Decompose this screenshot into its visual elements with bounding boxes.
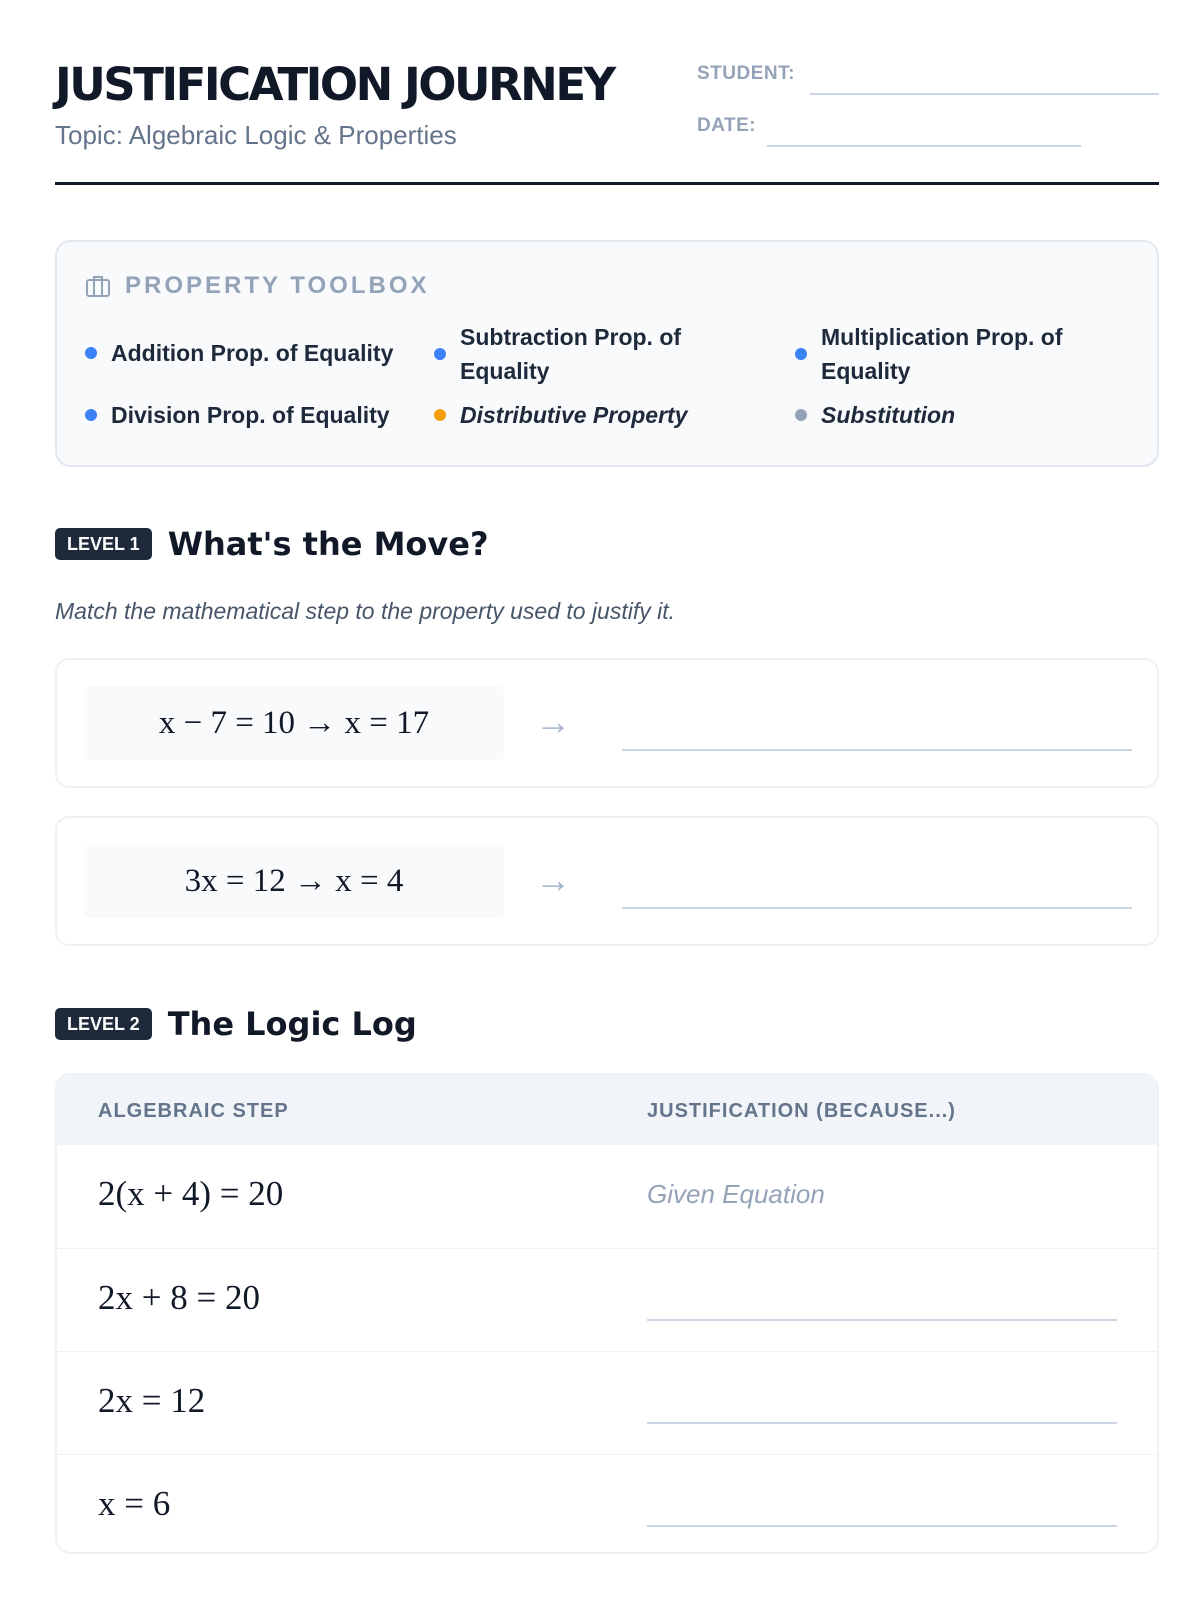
bullet-dot [85, 347, 97, 359]
justification-blank[interactable] [647, 1422, 1117, 1424]
level-badge: LEVEL 1 [55, 528, 152, 560]
property-label: Multiplication Prop. of Equality [821, 324, 1063, 384]
match-item [55, 816, 1159, 946]
worksheet-header [55, 55, 1159, 185]
table-row [57, 1351, 1157, 1454]
property-label: Addition Prop. of Equality [111, 340, 394, 366]
level1-heading [55, 525, 489, 563]
column-header-justification: JUSTIFICATION (BECAUSE...) [647, 1100, 956, 1122]
property-label: Division Prop. of Equality [111, 402, 390, 428]
column-header-step: ALGEBRAIC STEP [98, 1100, 289, 1122]
answer-blank[interactable] [622, 907, 1132, 909]
table-row [57, 1145, 1157, 1248]
step-equation: x − 7 = 10 → x = 17 [84, 686, 504, 760]
property-label: Distributive Property [460, 402, 688, 428]
property-label: Substitution [821, 402, 956, 428]
student-label: STUDENT: [697, 63, 795, 84]
property-toolbox [55, 240, 1159, 467]
algebraic-step: x = 6 [98, 1484, 171, 1523]
justification-text: Given Equation [647, 1179, 825, 1209]
worksheet-topic: Topic: Algebraic Logic & Properties [55, 120, 457, 150]
property-division [85, 398, 415, 432]
property-distributive [434, 398, 754, 432]
toolbox-title: PROPERTY TOOLBOX [125, 272, 430, 299]
step-equation: 3x = 12 → x = 4 [84, 844, 504, 918]
toolbox-icon [85, 274, 111, 298]
date-field[interactable] [767, 145, 1081, 147]
logic-log-table [55, 1073, 1159, 1554]
section-title: The Logic Log [167, 1005, 417, 1043]
worksheet-title: JUSTIFICATION JOURNEY [55, 58, 614, 111]
justification-blank[interactable] [647, 1319, 1117, 1321]
bullet-dot [434, 348, 446, 360]
bullet-dot [434, 409, 446, 421]
level2-heading [55, 1005, 417, 1043]
table-row [57, 1454, 1157, 1554]
arrow-right-icon: → [535, 859, 571, 900]
table-header [57, 1075, 1157, 1145]
bullet-dot [795, 409, 807, 421]
algebraic-step: 2x = 12 [98, 1381, 206, 1420]
algebraic-step: 2(x + 4) = 20 [98, 1174, 284, 1213]
property-label: Subtraction Prop. of Equality [460, 324, 682, 384]
level1-instructions: Match the mathematical step to the property used to justify it. [55, 598, 676, 624]
toolbox-header [85, 272, 430, 300]
answer-blank[interactable] [622, 749, 1132, 751]
property-addition [85, 336, 415, 370]
bullet-dot [795, 348, 807, 360]
table-row [57, 1248, 1157, 1351]
student-name-field[interactable] [810, 93, 1159, 95]
property-substitution [795, 398, 1115, 432]
property-subtraction [434, 320, 724, 388]
arrow-right-icon: → [535, 701, 571, 742]
property-multiplication [795, 320, 1115, 388]
algebraic-step: 2x + 8 = 20 [98, 1278, 260, 1317]
match-item [55, 658, 1159, 788]
bullet-dot [85, 409, 97, 421]
level-badge: LEVEL 2 [55, 1008, 152, 1040]
section-title: What's the Move? [167, 525, 489, 563]
justification-blank[interactable] [647, 1525, 1117, 1527]
date-label: DATE: [697, 115, 757, 136]
